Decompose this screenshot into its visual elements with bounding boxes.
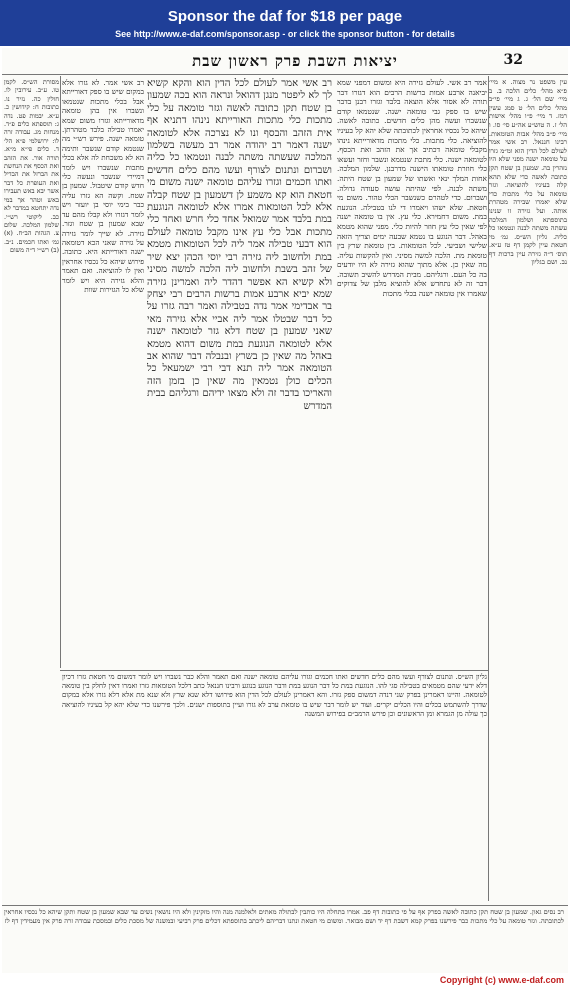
right-margin-notes <box>489 78 567 968</box>
lower-section-rule <box>60 670 488 671</box>
left-margin-notes <box>4 78 59 968</box>
lower-commentary <box>62 673 487 903</box>
right-margin-text: עין משפט נר מצוה. א מיי׳ פ״א מהל׳ כלים הלכה ב. ב מיי׳ שם הל׳ ג. ג מיי׳ פי״ב מהל׳ כלים הל׳ ט סמג עשין רמז. ד מיי׳ פ״ו מהל׳ אישות הל׳ ז. ה טוש״ע אה״ע סי׳ סו. ו מיי׳ פ״ב מהל׳ אבות הטומאות. רבינו חננאל. רב אשי אמר לעולם לכל הדין הוא ומ״מ גזרו על טומאה ישנה מפני שלא היו נזהרין בה. שמעון בן שטח תקן כתובה לאשה כדי שלא תהא קלה בעיניו להוציאה. וגזר טומאה על כלי מתכות כדי שלא יאמרו שבירה מטהרת אותה. ועל גזירה זו שנינו בתוספתא ושלמון המלכה עשתה משתה לבנה ונטמאו כל כליה. גליון הש״ס. גמ׳ מי חטאת עיין לקמן דף טז ע״א. תוס׳ ד״ה גזירה עיין ברכות דף נב. ושם בגליון <box>489 78 567 267</box>
gemara-main-text <box>147 78 332 668</box>
sponsor-title[interactable]: Sponsor the daf for $18 per page <box>167 8 403 25</box>
bottom-text: רב נסים גאון. שמעון בן שטח תקן כתובה לאשה בפרק אף על פי כתובות דף פב. אמרו בתחלה היו כותבין לבתולה מאתים ולאלמנה מנה והיו מזקינין ולא היו נושאין נשים עד שבא שמעון בן שטח ותקן שיהא כל נכסיו אחראין לכתובתה. וגזר טומאה על כלי מתכות כבר פירשנו בפרק קמא דשבת דף יד ושם מבואר. ומשום מי חטאת ונתנו דבריהם ליכתב בתוספתא דכלים פרק רביעי ובמשנה של מסכת כלים ובמסכת עבודה זרה פרק אין מעמידין דף לז <box>4 908 564 925</box>
header-rule <box>2 74 568 75</box>
rashi-text: אמר רב אשי. לעולם גזירה היא ומשום דמפני שמא יביאנה ארבע אמות ברשות הרבים הוא דגזרו דבר תורה לא אסור אלא הוצאה בלבד וגזרו רבנן בדבר שיש בו ספק גבי טומאה ישנה. שנטמאו קודם שנשברו ועשה מהן כלים חדשים. כתובה לאשה. שיהא כל נכסיו אחראין לכתובתה שלא יהא קל בעיניו להוציאה. כלי מתכות. כלי מתכות מדאורייתא נינהו מקבלי טומאה דכתיב אך את הזהב ואת הכסף. לטומאה ישנה. כלי מתכת שנטמא ונשבר וחזר ועשאו כלי חוזרת טומאתו הישנה מדרבנן. שלמון המלכה. אחות המלך ינאי ואשתו של שמעון בן שטח היתה. משתה לבנה. לפי שהיתה עושה סעודה גדולה. ושברום. כדי לטהרם כשנשבר הכלי טהור. משום מי חטאת. שלא ישהו ויאמרו די לנו בטבילה. הנוגעת במת. משום דחמירא. כלי עץ. אין בו טומאה ישנה לפי שאין כלי עץ חוזר להיות כלי. מפני שהוא מטמא באהל. דבר הנוגע בו נטמא שבעה ימים וצריך הזאה שלישי ושביעי. לכל הטומאות. בין טומאת שרץ בין טומאת מת. הלכה למשה מסיני. ואין להקשות עליה. מה שאין כן. אלא מתוך שהוא גזירה לא היו יודעים בה כל העם. ורגליהם. מבית המדרש להשיב תשובה. דבר זה לא נתחדש אלא להוציא מלבן של צדוקים שאמרו אין טומאה ישנה בכלי מתכות <box>337 78 487 299</box>
lower-text: גליון הש״ס. ונתנום לצורף ועשו מהם כלים חדשים ואתו חכמים וגזרו עליהם טומאה ישנה ואם תאמר והלא כבר נשברו ויש לומר דמשום מי חטאת גזרו דכיון דלא ידעי שהם מטמאים בטבילה סגי להו. הנוגעת במת כל דבר הנוגע במת ודבר הנוגע בנוגע ורבינו חננאל כתב דלכל הטומאות גזרו ואמרו דאין לחלק בין טומאה לטומאה. והיינו דאמרינן בפרק שני דנדה דמשום ספק גזרו. והא דאמרינן לעולם לכל הדין הוא פירושו דלא שנא שרץ ולא שנא מת אלא דלא גזרו אלא במקום שדרך להשתמש בכלים והיו הכלים יקרים. ועוד יש לומר דבר שיש בו טומאת ערב לא גזרו ועיין בתוספות ישנים. ולכך פירשנו כדי שלא יהא קל בעיניו להוציאה כך עולה מן הגמרא ומן הראשונים וכן פירש הרמב״ם בפירוש המשנה <box>62 673 487 718</box>
sponsor-subtitle[interactable]: See http://www.e-daf.com/sponsor.asp - or click the sponsor button - for details <box>115 29 455 39</box>
page-header: יציאות השבת פרק ראשון שבת <box>192 52 398 70</box>
talmud-page <box>2 48 568 973</box>
copyright-link[interactable]: Copyright (c) www.e-daf.com <box>439 975 564 985</box>
column-rule-left <box>60 76 61 668</box>
footer-rule <box>2 905 568 906</box>
bottom-commentary <box>4 908 564 970</box>
rashi-commentary <box>337 78 487 668</box>
left-margin-text: מסורת הש״ס. לקמן טו. ע״ב. עירובין לו. חולין כה. נזיר נו. כתובות ח: קידושין כ. ע״א. יבמות פט. נדה ג: תוספתא כלים פ״ד. מנחות מג. עבודה זרה לו: ירושלמי פ״א הל׳ ד. כלים פי״א מ״א. תורה אור. את הזהב ואת הכסף את הנחשת את הברזל את הבדיל ואת העופרת כל דבר אשר יבא באש תעבירו באש וטהר אך במי נדה יתחטא במדבר לא כב. ליקוטי רש״י. שלמון המלכה. שלום צ. הגהות הב״ח. (א) גמ׳ ואתו חכמים. נ״ב. (ב) רש״י ד״ה משום <box>4 78 59 255</box>
gemara-text: רב אשי אמר לעולם לכל הדין הוא והקא קשיא לך לא ליפטר מנגן דהואל ונראה הוא בכה שמעון בן שטח תקן כתובה לאשה וגזר טומאה על כלי מתכות כלי מתכות האורייתא נינהו דתניא אף אית הזהב והבסף ונו לא נצרכה אלא לטומאה ישנה דאמר רב יהודה אמר רב מעשה בשלמון המלכה שעשתה משתה לבנה ונטמאו כל כליה ושברום ונתנום לצורף ועשו מהם כלים חדשים ואתו חכמים וגזרו עליהם טומאה ישנה משום מי חטאת הוא קא משמע לן דשמעון בן שטח קבלה אלא לכל הטומאות אמרו אלא לטומאה הנוגעת במת בלבד אמר שמואל אחד כלי חרש ואחד כלי מתכות אבל כלי עץ אינו מקבל טומאה לעולם הוא דבעי טבילה אמר ליה לכל הטומאות מטמא במת ולחשוב ליה גזירה רבי יוסי הכהן יצא שיר של זהב בשבת ולחשוב ליה הלכה למשה מסיני ולא קשיא הא אפשר דהדר ליה ואמרינן גזירה שמא יביא ארבע אמות ברשות הרבים רבי יצחק בר אבדימי אמר נדה בטבילה ואמר רבה גזרו על כל דבר שבטלו אמר ליה אביי אלא גזירה מאי שאני שמעון בן שטח דלא גזר לטומאה ישנה אלא לטומאה הנוגעת במת משום דהוא מטמא באהל מה שאין כן בשרץ ובנבלה דבר שהוא אב הטומאה אמר ליה תנא דבי רבי ישמעאל כל הכלים כולן נטמאין מה שאין כן בזמן הזה והאריכו בדבר זה ולא מצאו ידיהם ורגליהם בבית המדרש <box>147 78 332 412</box>
page-number: 32 <box>503 52 523 68</box>
tosafot-text: רב אשי אמר. לא גזרו אלא במקום שיש בו ספק דאורייתא אבל בכלי מתכות שנטמאו ונשברו אין בהן טומאה מדאורייתא וגזרו משום שמא יאמרו טבילה בלבד מטהרתן. טומאה ישנה. פירש רש״י מה שנטמא קודם שנשבר ותימה הא לא משכחת לה אלא בכלי מתכות שנשברו ויש לומר דמיירי שנשבר ונעשה כלי חדש קודם שיטבול. שמעון בן שטח. וקשה הא גזרו עליה כבר בימי יוסי בן יועזר ויש לומר דגזרו ולא קבלו מהם עד שבא שמעון בן שטח וגזר. גזירה. לא שייך לומר גזירה על גזירה שאני הכא דטומאה ישנה דאורייתא היא. כתובה. פירוש שיהא כל נכסיו אחראין ואין לו להוציאה. ואם תאמר והלא גזירה היא ויש לומר שלא כל הגזירות שוות <box>62 78 144 294</box>
tosafot-commentary <box>62 78 144 668</box>
sponsor-banner[interactable] <box>0 0 570 46</box>
